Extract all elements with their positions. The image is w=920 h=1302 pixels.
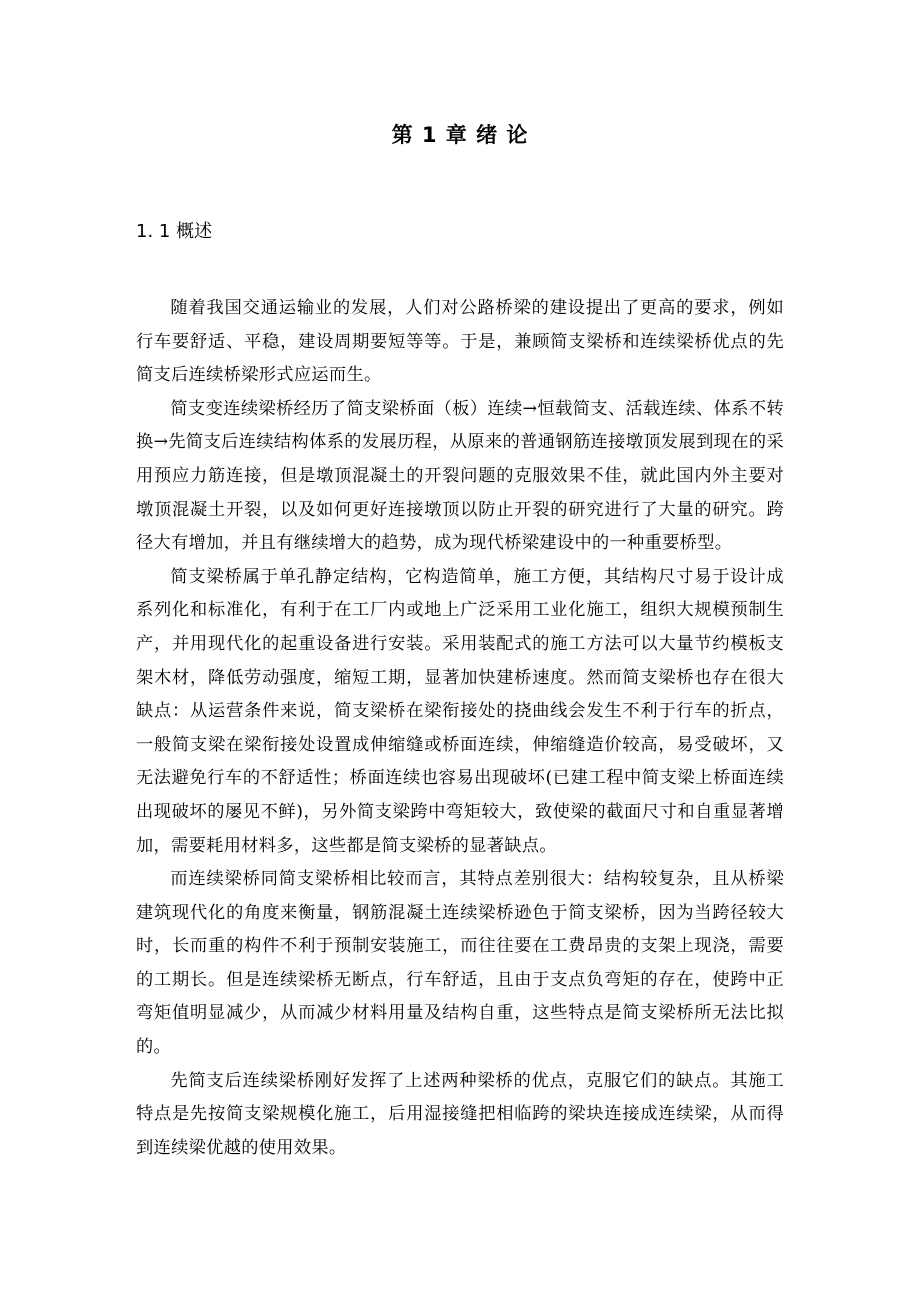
- paragraph: 简支变连续梁桥经历了简支梁桥面（板）连续→恒载简支、活载连续、体系不转换→先简支后连续结构体系的发展历程，从原来的普通钢筋连接墩顶发展到现在的采用预应力筋连接，但是墩顶混凝土的开裂问题的克服效果不佳，就此国内外主要对墩顶混凝土开裂，以及如何更好连接墩顶以防止开裂的研究进行了大量的研究。跨径大有增加，并且有继续增大的趋势，成为现代桥梁建设中的一种重要桥型。: [136, 398, 784, 554]
- paragraph: 而连续梁桥同简支梁桥相比较而言，其特点差别很大：结构较复杂，且从桥梁建筑现代化的角度来衡量，钢筋混凝土连续梁桥逊色于简支梁桥，因为当跨径较大时，长而重的构件不利于预制安装施工，而往往要在工费昂贵的支架上现浇，需要的工期长。但是连续梁桥无断点，行车舒适，且由于支点负弯矩的存在，使跨中正弯矩值明显减少，从而减少材料用量及结构自重，这些特点是简支梁桥所无法比拟的。: [136, 869, 784, 1058]
- section-heading: 1. 1 概述: [136, 221, 213, 242]
- chapter-title: 第 1 章 绪 论: [391, 123, 529, 147]
- paragraph: 随着我国交通运输业的发展，人们对公路桥梁的建设提出了更高的要求，例如行车要舒适、平稳，建设周期要短等等。于是，兼顾简支梁桥和连续梁桥优点的先简支后连续桥梁形式应运而生。: [136, 298, 784, 386]
- paragraph: 简支梁桥属于单孔静定结构，它构造简单，施工方便，其结构尺寸易于设计成系列化和标准化，有利于在工厂内或地上广泛采用工业化施工，组织大规模预制生产，并用现代化的起重设备进行安装。采用装配式的施工方法可以大量节约模板支架木材，降低劳动强度，缩短工期，显著加快建桥速度。然而简支梁桥也存在很大缺点：从运营条件来说，简支梁桥在梁衔接处的挠曲线会发生不利于行车的折点，一般简支梁在梁衔接处设置成伸缩缝或桥面连续，伸缩缝造价较高，易受破坏，又无法避免行车的不舒适性；桥面连续也容易出现破坏(已建工程中简支梁上桥面连续出现破坏的屡见不鲜)，另外简支梁跨中弯矩较大，致使梁的截面尺寸和自重显著增加，需要耗用材料多，这些都是简支梁桥的显著缺点。: [136, 566, 784, 856]
- body-text: [136, 292, 784, 1165]
- paragraph: 先简支后连续梁桥刚好发挥了上述两种梁桥的优点，克服它们的缺点。其施工特点是先按简支梁规模化施工，后用湿接缝把相临跨的梁块连接成连续梁，从而得到连续梁优越的使用效果。: [136, 1070, 784, 1158]
